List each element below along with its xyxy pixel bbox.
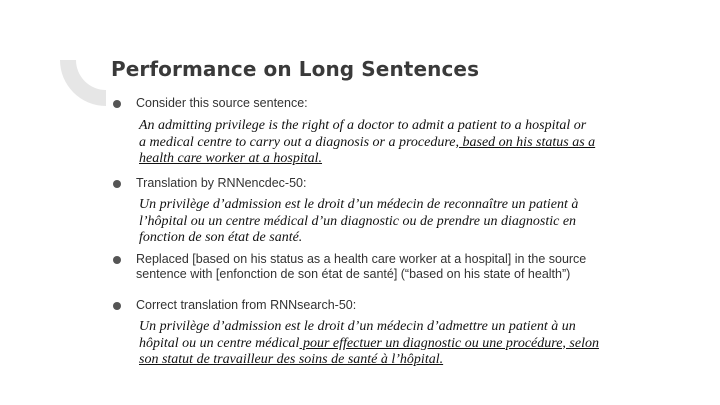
source-sentence: [139, 118, 595, 168]
rnnsearch-translation: [139, 319, 599, 369]
source-line-2: [139, 135, 595, 152]
bullet-dot: [113, 100, 121, 108]
source-line-2a: a medical centre to carry out a diagnosis or a procedure,: [139, 134, 460, 150]
source-line-2b-underlined: based on his status as a: [459, 134, 596, 150]
source-line-1: An admitting privilege is the right of a doctor to admit a patient to a hospital or: [139, 118, 587, 133]
rnnsearch-line-2a: hôpital ou un centre médical: [139, 335, 300, 351]
rnnencdec-line-1: Un privilège d’admission est le droit d’un médecin de reconnaître un patient à: [139, 197, 579, 212]
bullet-dot: [113, 256, 121, 264]
bullet-dot: [113, 180, 121, 188]
rnnencdec-line-3: fonction de son état de santé.: [139, 230, 303, 245]
corner-decoration: [48, 60, 106, 108]
rnnsearch-line-1: Un privilège d’admission est le droit d’un médecin d’admettre un patient à un: [139, 319, 576, 334]
bullet-text-rnnencdec: Translation by RNNencdec-50:: [136, 176, 307, 190]
rnnsearch-line-3-underlined: son statut de travailleur des soins de santé à l’hôpital.: [139, 352, 444, 367]
bullet-dot: [113, 302, 121, 310]
bullet-text-source: Consider this source sentence:: [136, 96, 308, 110]
rnnencdec-translation: [139, 197, 578, 247]
bullet-text-replaced: Replaced [based on his status as a health care worker at a hospital] in the source sentence with [enfonction de son état de santé] (“based on his state of health”): [136, 252, 587, 281]
bullet-text-rnnsearch: Correct translation from RNNsearch-50:: [136, 298, 357, 312]
rnnsearch-line-2: [139, 336, 599, 353]
source-line-3-underlined: health care worker at a hospital.: [139, 151, 323, 166]
rnnsearch-line-2b-underlined: pour effectuer un diagnostic ou une procédure, selon: [299, 335, 599, 351]
rnnencdec-line-2: l’hôpital ou un centre médical d’un diagnostic ou de prendre un diagnostic en: [139, 213, 577, 229]
slide-title: Performance on Long Sentences: [111, 57, 480, 81]
